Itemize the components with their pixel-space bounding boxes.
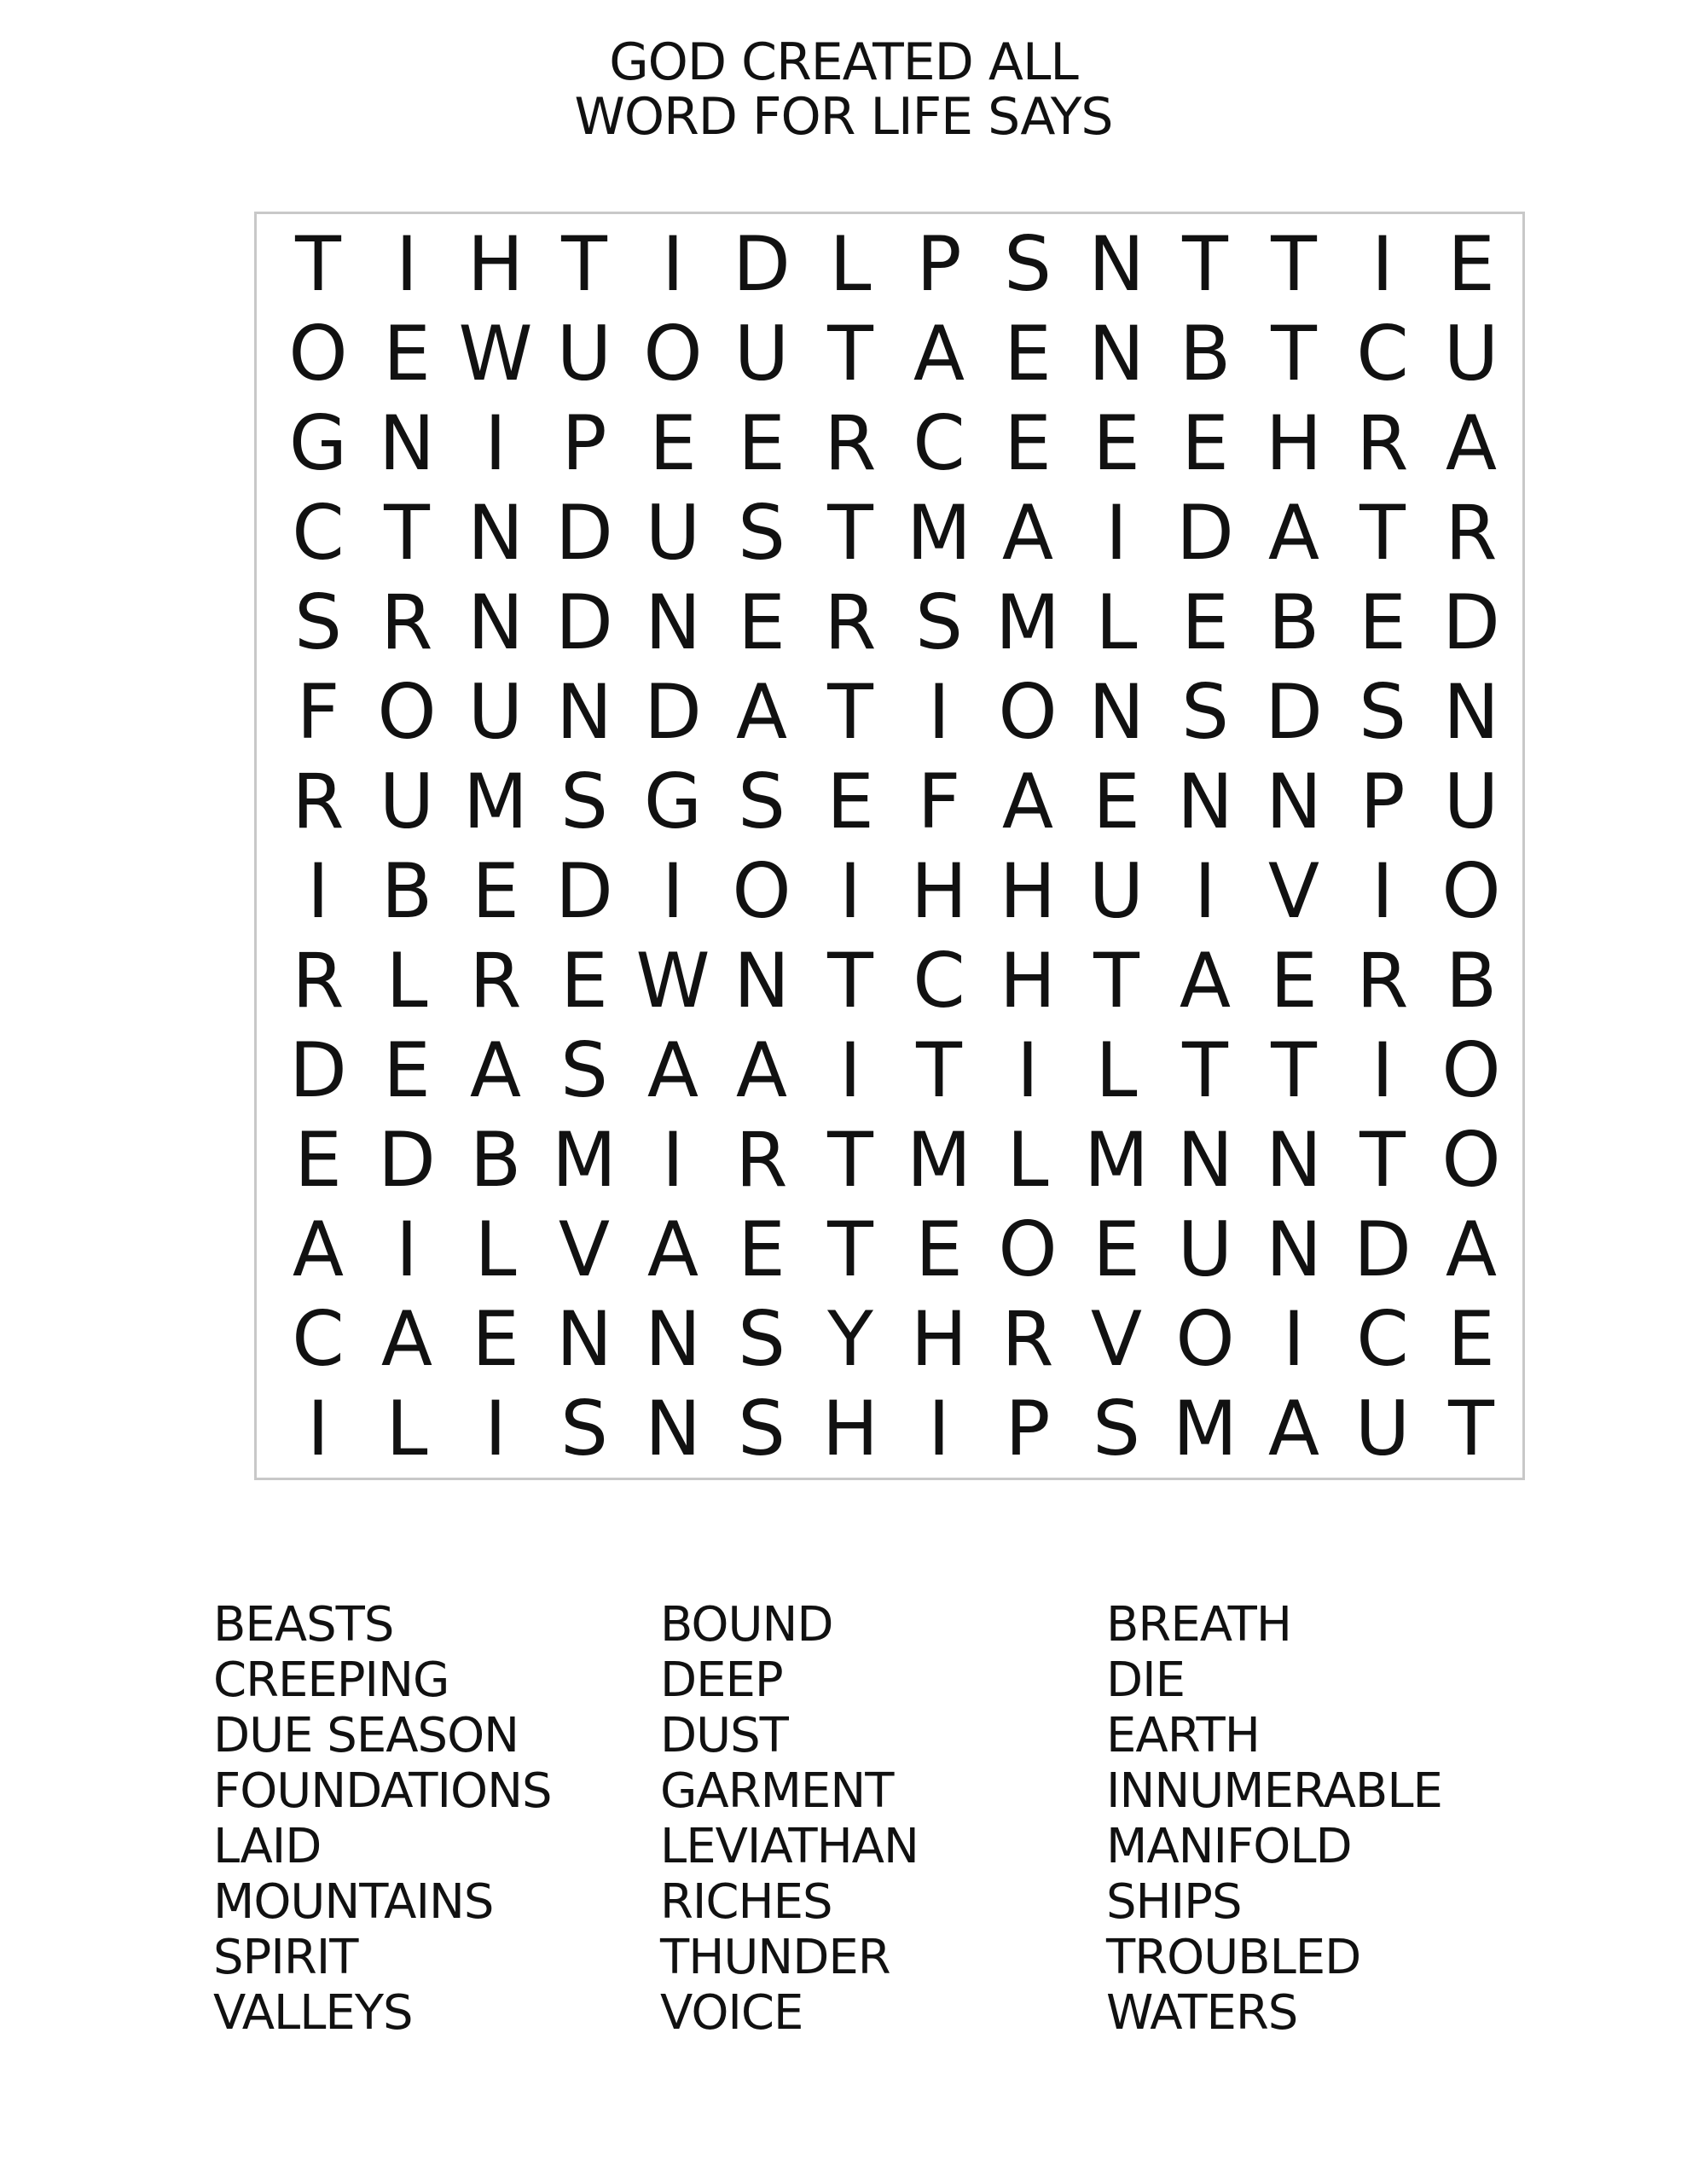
grid-letter: I [307,846,329,935]
grid-letter: I [1194,846,1216,935]
grid-letter: O [998,667,1058,756]
grid-letter: I [1371,1025,1394,1114]
grid-letter: I [307,1384,329,1472]
word-list-item: DUE SEASON [213,1708,519,1763]
grid-letter: M [907,488,971,577]
grid-letter: E [738,398,786,487]
grid-letter: H [910,1294,968,1383]
grid-letter: N [645,578,701,666]
grid-letter: N [1443,667,1499,756]
grid-letter: A [1445,398,1498,487]
grid-letter: R [380,578,433,666]
grid-letter: E [649,398,697,487]
grid-letter: I [839,846,861,935]
grid-letter: H [821,1384,879,1472]
grid-letter: O [1175,1294,1235,1383]
grid-letter: T [827,1115,873,1204]
grid-letter: I [1371,219,1394,308]
grid-letter: C [913,936,965,1025]
grid-letter: U [1088,846,1145,935]
grid-letter: L [829,219,872,308]
word-list-item: GARMENT [660,1763,894,1819]
grid-letter: R [824,398,877,487]
grid-letter: M [463,757,528,845]
grid-letter: T [1182,219,1228,308]
word-list-item: FOUNDATIONS [213,1763,552,1819]
grid-letter: U [1443,309,1499,398]
grid-letter: A [292,1205,345,1293]
grid-letter: A [1001,757,1054,845]
grid-letter: T [827,1205,873,1293]
word-list-item: DIE [1106,1653,1186,1708]
grid-letter: G [288,398,348,487]
grid-letter: R [824,578,877,666]
word-list-column-1 [213,1597,552,2041]
grid-letter: S [738,1294,786,1383]
word-list-item: CREEPING [213,1653,449,1708]
grid-letter: N [1266,1205,1322,1293]
grid-letter: A [735,667,788,756]
grid-letter: F [917,757,961,845]
grid-letter: O [1441,1115,1501,1204]
grid-letter: E [915,1205,963,1293]
grid-letter: L [1006,1115,1049,1204]
grid-letter: R [1001,1294,1054,1383]
grid-letter: E [1181,398,1229,487]
grid-letter: S [560,757,608,845]
grid-letter: I [1017,1025,1039,1114]
grid-letter: B [1267,578,1320,666]
grid-letter: I [396,219,418,308]
grid-letter: A [1445,1205,1498,1293]
grid-letter: H [999,936,1057,1025]
word-list-item: DUST [660,1708,788,1763]
grid-letter: N [1088,667,1145,756]
grid-letter: D [733,219,791,308]
grid-letter: N [1266,1115,1322,1204]
grid-letter: N [467,488,524,577]
grid-letter: S [560,1384,608,1472]
grid-letter: F [296,667,340,756]
word-list-item: VALLEYS [213,1985,413,2041]
grid-letter: A [735,1025,788,1114]
grid-letter: M [1084,1115,1149,1204]
grid-letter: U [467,667,524,756]
grid-letter: N [467,578,524,666]
grid-letter: U [733,309,790,398]
word-list-item: INNUMERABLE [1106,1763,1442,1819]
grid-letter: C [292,1294,345,1383]
grid-letter: N [645,1294,701,1383]
grid-letter: D [555,578,613,666]
grid-letter: D [1265,667,1323,756]
grid-letter: Y [827,1294,873,1383]
grid-letter: R [1356,936,1409,1025]
grid-letter: T [1271,1025,1317,1114]
grid-letter: O [1441,1025,1501,1114]
grid-letter: E [1004,398,1052,487]
grid-letter: T [1359,1115,1406,1204]
grid-letter: T [1448,1384,1494,1472]
grid-letter: R [1356,398,1409,487]
grid-letter: E [1447,1294,1495,1383]
grid-letter: N [1088,219,1145,308]
grid-letter: D [289,1025,347,1114]
word-list-item: BOUND [660,1597,833,1653]
grid-letter: C [913,398,965,487]
grid-letter: V [558,1205,611,1293]
grid-letter: T [295,219,341,308]
grid-letter: N [1177,757,1233,845]
word-list-item: SHIPS [1106,1874,1242,1930]
grid-letter: T [827,488,873,577]
grid-letter: V [1090,1294,1143,1383]
grid-letter: U [556,309,612,398]
word-list-column-2 [660,1597,919,2041]
grid-letter: T [1271,219,1317,308]
grid-letter: A [646,1205,699,1293]
grid-letter: C [292,488,345,577]
grid-letter: N [645,1384,701,1472]
word-list-item: LAID [213,1819,322,1874]
grid-letter: A [646,1025,699,1114]
word-list-item: DEEP [660,1653,783,1708]
grid-letter: I [662,219,684,308]
grid-letter: R [735,1115,788,1204]
grid-letter: I [396,1205,418,1293]
grid-letter: S [1359,667,1406,756]
grid-letter: E [1181,578,1229,666]
word-list-item: WATERS [1106,1985,1298,2041]
grid-letter: D [555,488,613,577]
grid-letter: U [645,488,701,577]
grid-letter: N [1266,757,1322,845]
grid-letter: I [928,667,950,756]
puzzle-title-line-1: GOD CREATED ALL [609,32,1078,92]
grid-letter: R [469,936,522,1025]
grid-letter: M [552,1115,617,1204]
grid-letter: E [1093,757,1140,845]
grid-letter: N [1088,309,1145,398]
grid-letter: A [1001,488,1054,577]
grid-letter: P [1005,1384,1051,1472]
grid-letter: I [928,1384,950,1472]
word-list-item: BEASTS [213,1597,394,1653]
grid-letter: T [1359,488,1406,577]
grid-letter: R [292,936,345,1025]
grid-letter: C [1356,309,1409,398]
grid-letter: R [1445,488,1498,577]
grid-letter: H [999,846,1057,935]
word-search-grid [274,219,1516,1473]
grid-letter: W [458,309,533,398]
grid-letter: S [560,1025,608,1114]
grid-letter: R [292,757,345,845]
word-list-item: BREATH [1106,1597,1291,1653]
grid-letter: A [913,309,965,398]
grid-letter: I [484,398,507,487]
grid-letter: B [380,846,433,935]
grid-letter: E [1270,936,1318,1025]
word-list-item: VOICE [660,1985,803,2041]
grid-letter: L [386,1384,428,1472]
word-list-item: MANIFOLD [1106,1819,1352,1874]
word-search-grid-frame [254,212,1525,1480]
grid-letter: T [384,488,430,577]
grid-letter: A [469,1025,522,1114]
grid-letter: S [915,578,963,666]
grid-letter: E [826,757,874,845]
grid-letter: A [1267,1384,1320,1472]
grid-letter: U [1177,1205,1233,1293]
grid-letter: B [1179,309,1232,398]
word-list-item: MOUNTAINS [213,1874,494,1930]
grid-letter: E [738,578,786,666]
grid-letter: L [474,1205,517,1293]
grid-letter: S [294,578,342,666]
grid-letter: P [916,219,962,308]
grid-letter: T [916,1025,962,1114]
grid-letter: I [1371,846,1394,935]
grid-letter: T [1093,936,1139,1025]
grid-letter: D [378,1115,436,1204]
grid-letter: U [1354,1384,1411,1472]
grid-letter: S [738,488,786,577]
grid-letter: T [827,936,873,1025]
grid-letter: C [1356,1294,1409,1383]
grid-letter: H [910,846,968,935]
grid-letter: T [827,309,873,398]
word-list-item: TROUBLED [1106,1930,1361,1985]
grid-letter: L [386,936,428,1025]
grid-letter: P [561,398,607,487]
grid-letter: A [380,1294,433,1383]
grid-letter: P [1359,757,1406,845]
grid-letter: S [738,757,786,845]
grid-letter: T [827,667,873,756]
grid-letter: T [561,219,607,308]
grid-letter: E [1359,578,1406,666]
grid-letter: E [738,1205,786,1293]
grid-letter: D [644,667,702,756]
grid-letter: V [1267,846,1320,935]
grid-letter: S [1093,1384,1140,1472]
grid-letter: I [1105,488,1128,577]
grid-letter: U [379,757,435,845]
grid-letter: A [1267,488,1320,577]
grid-letter: U [1443,757,1499,845]
grid-letter: B [469,1115,522,1204]
grid-letter: E [1093,398,1140,487]
grid-letter: D [1354,1205,1412,1293]
grid-letter: S [1181,667,1229,756]
grid-letter: E [294,1115,342,1204]
grid-letter: T [1182,1025,1228,1114]
grid-letter: I [662,846,684,935]
grid-letter: A [1179,936,1232,1025]
grid-letter: I [484,1384,507,1472]
grid-letter: N [733,936,790,1025]
grid-letter: E [1093,1205,1140,1293]
grid-letter: T [1271,309,1317,398]
grid-letter: D [555,846,613,935]
grid-letter: G [643,757,703,845]
grid-letter: S [738,1384,786,1472]
grid-letter: D [1176,488,1234,577]
grid-letter: E [383,309,431,398]
word-list-column-3 [1106,1597,1442,2041]
word-list-item: RICHES [660,1874,832,1930]
grid-letter: N [1177,1115,1233,1204]
grid-letter: I [839,1025,861,1114]
grid-letter: D [1442,578,1500,666]
grid-letter: E [1004,309,1052,398]
grid-letter: S [1004,219,1052,308]
grid-letter: W [635,936,710,1025]
grid-letter: L [1095,1025,1138,1114]
grid-letter: O [288,309,348,398]
grid-letter: B [1445,936,1498,1025]
grid-letter: N [556,1294,612,1383]
grid-letter: E [560,936,608,1025]
grid-letter: O [1441,846,1501,935]
grid-letter: L [1095,578,1138,666]
word-list [0,1597,1687,2041]
grid-letter: M [907,1115,971,1204]
grid-letter: E [383,1025,431,1114]
grid-letter: I [1283,1294,1305,1383]
puzzle-title-line-2: WORD FOR LIFE SAYS [574,87,1113,147]
grid-letter: M [995,578,1060,666]
grid-letter: E [472,1294,519,1383]
grid-letter: O [998,1205,1058,1293]
grid-letter: M [1173,1384,1238,1472]
grid-letter: N [379,398,435,487]
word-list-item: THUNDER [660,1930,890,1985]
grid-letter: N [556,667,612,756]
word-list-item: EARTH [1106,1708,1260,1763]
grid-letter: I [662,1115,684,1204]
grid-letter: O [732,846,791,935]
grid-letter: E [472,846,519,935]
grid-letter: H [467,219,525,308]
grid-letter: O [643,309,703,398]
grid-letter: E [1447,219,1495,308]
word-list-item: LEVIATHAN [660,1819,919,1874]
grid-letter: O [377,667,437,756]
grid-letter: H [1265,398,1323,487]
word-list-item: SPIRIT [213,1930,358,1985]
